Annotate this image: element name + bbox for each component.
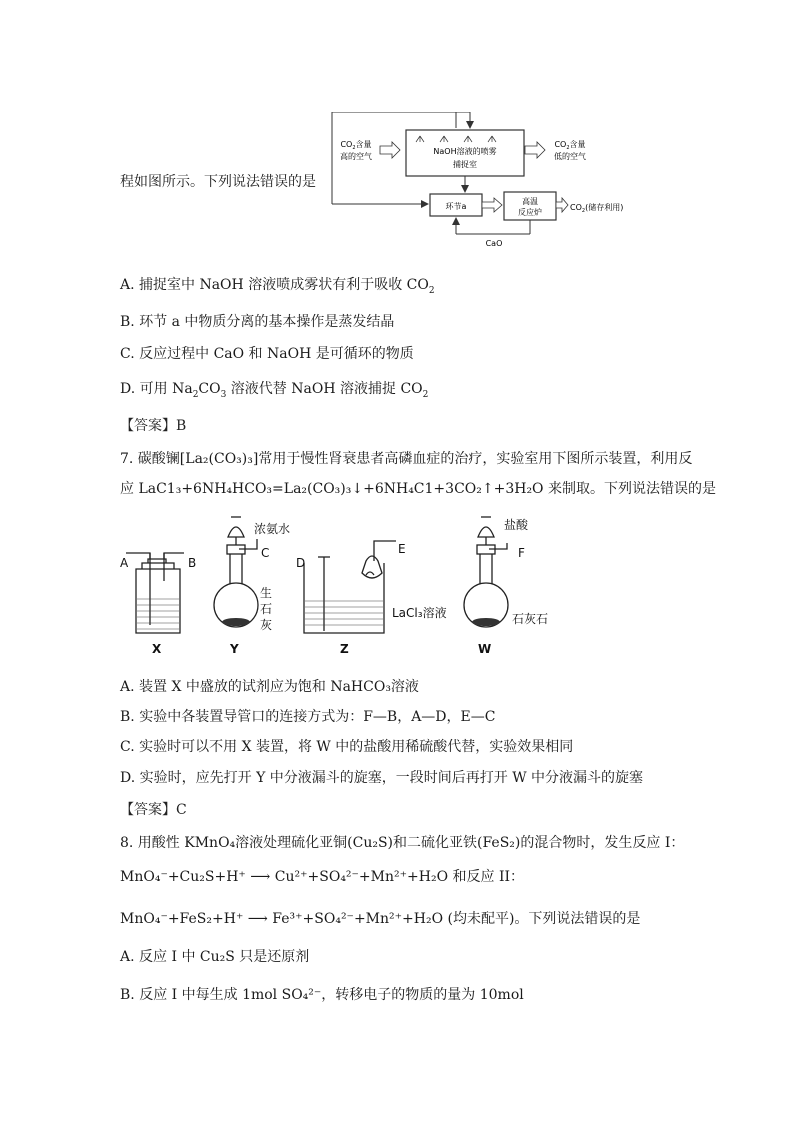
q7-answer: 【答案】C <box>120 802 187 818</box>
svg-text:高温: 高温 <box>522 197 538 206</box>
svg-text:CO2含量: $CO_2$含量 <box>554 140 586 151</box>
co2-low-air-label <box>554 139 586 161</box>
svg-text:NaOH溶液的喷雾: NaOH溶液的喷雾 <box>433 147 497 156</box>
svg-text:环节a: 环节a <box>445 202 467 211</box>
q6-option-a: A. 捕捉室中 NaOH 溶液喷成雾状有利于吸收 $CO_2$ <box>120 277 435 296</box>
port-c-label: C <box>261 546 270 560</box>
device-y-label: Y <box>230 642 239 656</box>
port-f-label: F <box>518 546 525 560</box>
q6-option-b: B. 环节 a 中物质分离的基本操作是蒸发结晶 <box>120 314 395 330</box>
q6-option-c: C. 反应过程中 CaO 和 NaOH 是可循环的物质 <box>120 346 414 362</box>
svg-text:低的空气: 低的空气 <box>554 152 586 161</box>
co2-storage-label: $CO_2$(储存利用) <box>570 203 624 214</box>
ammonia-label: 浓氨水 <box>254 522 291 536</box>
cao-label: CaO <box>485 239 503 248</box>
device-w-label: W <box>478 642 492 656</box>
q8-line1: 8. 用酸性 KMnO₄溶液处理硫化亚铜(Cu₂S)和二硫化亚铁(FeS₂)的混合物时，发生反应 I： <box>120 835 685 851</box>
q8-option-a: A. 反应 I 中 Cu₂S 只是还原剂 <box>120 949 310 965</box>
co2-high-air-label <box>340 139 372 161</box>
q7-option-a: A. 装置 X 中盛放的试剂应为饱和 NaHCO₃溶液 <box>120 679 419 695</box>
q8-option-b: B. 反应 I 中每生成 1mol SO₄²⁻，转移电子的物质的量为 10mol <box>120 987 524 1003</box>
hcl-label: 盐酸 <box>504 518 529 532</box>
port-a-label: A <box>120 556 129 570</box>
q7-option-d: D. 实验时，应先打开 Y 中分液漏斗的旋塞，一段时间后再打开 W 中分液漏斗的旋塞 <box>120 770 644 786</box>
q8-equation-1: MnO₄⁻+Cu₂S+H⁺ ⟶ Cu²⁺+SO₄²⁻+Mn²⁺+H₂O 和反应 II： <box>120 869 525 885</box>
q7-line1: 7. 碳酸镧[La₂(CO₃)₃]常用于慢性肾衰患者高磷血症的治疗，实验室用下图所示装置，利用反 <box>120 451 693 467</box>
q7-option-c: C. 实验时可以不用 X 装置，将 W 中的盐酸用稀硫酸代替，实验效果相同 <box>120 739 574 755</box>
q8-equation-2: MnO₄⁻+FeS₂+H⁺ ⟶ Fe³⁺+SO₄²⁻+Mn²⁺+H₂O (均未配平)。下列说法错误的是 <box>120 911 641 927</box>
device-x-label: X <box>152 642 162 656</box>
svg-text:高的空气: 高的空气 <box>340 152 372 161</box>
svg-text:CO2含量: $CO_2$含量 <box>340 140 372 151</box>
co2-capture-flow-diagram <box>320 112 650 252</box>
svg-text:捕捉室: 捕捉室 <box>453 160 477 169</box>
svg-text:反应炉: 反应炉 <box>518 208 542 217</box>
port-b-label: B <box>188 556 197 570</box>
quicklime-label-3: 灰 <box>260 618 273 632</box>
quicklime-label-2: 石 <box>260 602 273 616</box>
q6-option-d: D. 可用 $Na_2CO_3$ 溶液代替 NaOH 溶液捕捉 $CO_2$ <box>120 381 429 400</box>
quicklime-label-1: 生 <box>260 586 273 600</box>
device-z-label: Z <box>340 642 349 656</box>
q6-intro: 程如图所示。下列说法错误的是 <box>120 174 316 190</box>
lab-apparatus-diagram <box>118 505 578 660</box>
q7-line2: 应 LaC1₃+6NH₄HCO₃=La₂(CO₃)₃↓+6NH₄C1+3CO₂↑+3H₂O 来制取。下列说法错误的是 <box>120 481 716 497</box>
q6-answer: 【答案】B <box>120 418 187 434</box>
port-d-label: D <box>296 556 306 570</box>
lacl3-label: LaCl₃溶液 <box>392 606 447 620</box>
port-e-label: E <box>398 542 406 556</box>
limestone-label: 石灰石 <box>512 612 549 626</box>
q7-option-b: B. 实验中各装置导管口的连接方式为：F—B，A—D，E—C <box>120 709 496 725</box>
